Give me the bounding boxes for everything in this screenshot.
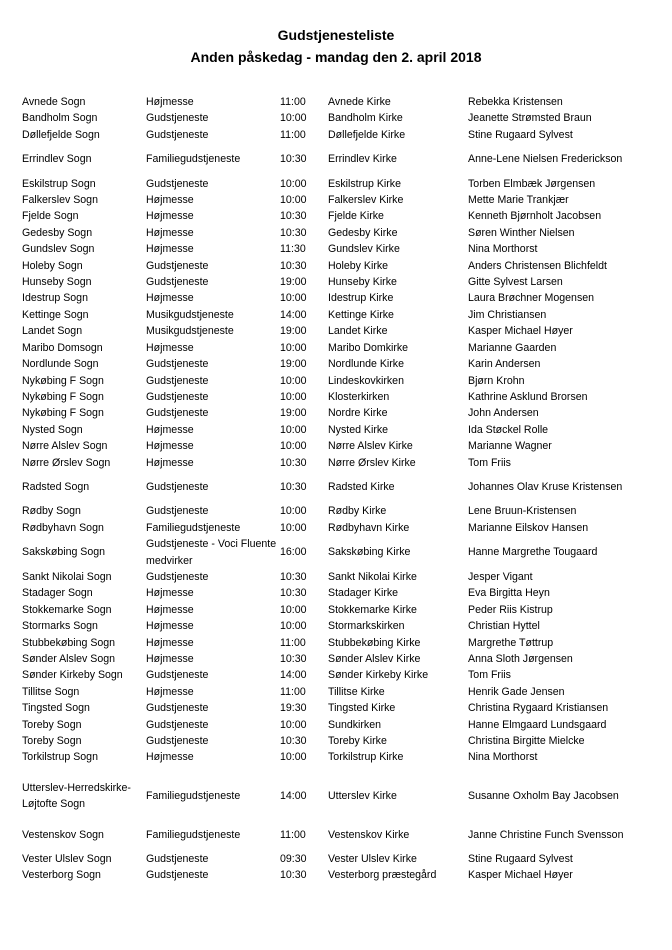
church-cell: Nørre Ørslev Kirke [328,456,416,469]
table-row [22,733,642,749]
service-type-cell: Gudstjeneste [146,259,209,272]
church-cell: Landet Kirke [328,325,388,338]
church-cell: Tingsted Kirke [328,702,396,715]
service-type-cell: Højmesse [146,243,194,256]
priest-cell: Peder Riis Kistrup [468,603,553,616]
service-type-cell: Gudstjeneste [146,718,209,731]
table-row [22,585,642,601]
priest-cell: Rebekka Kristensen [468,96,563,108]
service-type-cell: Gudstjeneste [146,853,209,866]
priest-cell: Torben Elmbæk Jørgensen [468,177,596,190]
time-cell: 10:00 [280,390,307,403]
time-cell: 10:00 [280,521,307,534]
church-cell: Maribo Domkirke [328,341,409,354]
service-type-cell: Gudstjeneste [146,358,209,371]
page-subtitle: Anden påskedag - mandag den 2. april 2018 [190,49,482,65]
church-cell: Radsted Kirke [328,480,395,493]
church-cell: Stokkemarke Kirke [328,603,417,616]
priest-cell: Anders Christensen Blichfeldt [468,259,607,272]
priest-cell: Tom Friis [468,456,511,469]
church-cell: Hunseby Kirke [328,276,397,289]
table-row [22,323,642,339]
service-type-cell: Familiegudstjeneste [146,828,241,841]
parish-cell: Nordlunde Sogn [22,358,99,371]
parish-cell: Tillitse Sogn [22,685,80,698]
table-row [22,471,642,495]
church-cell: Rødbyhavn Kirke [328,521,410,534]
priest-cell: Stine Rugaard Sylvest [468,128,573,141]
time-cell: 19:00 [280,325,307,338]
time-cell: 10:00 [280,374,307,387]
service-type-cell: Gudstjeneste [146,735,209,748]
table-row [22,700,642,716]
time-cell: 10:30 [280,153,307,166]
parish-cell: Nørre Alslev Sogn [22,440,108,453]
church-cell: Døllefjelde Kirke [328,128,406,141]
table-row [22,495,642,519]
time-cell: 11:00 [280,828,306,841]
church-cell: Tillitse Kirke [328,685,385,698]
parish-cell: Fjelde Sogn [22,210,79,223]
priest-cell: Eva Birgitta Heyn [468,587,550,600]
church-cell: Sakskøbing Kirke [328,546,411,559]
priest-cell: Henrik Gade Jensen [468,685,565,698]
service-type-cell: Gudstjeneste [146,505,209,518]
time-cell: 11:00 [280,685,306,698]
time-cell: 10:30 [280,587,307,600]
table-row [22,389,642,405]
parish-cell: Toreby Sogn [22,735,82,748]
table-row [22,405,642,421]
parish-cell: Døllefjelde Sogn [22,128,100,141]
church-cell: Eskilstrup Kirke [328,177,401,190]
service-type-cell: Familiegudstjeneste [146,790,241,803]
service-type-cell: Højmesse [146,653,194,665]
table-row [22,520,642,536]
parish-cell: Toreby Sogn [22,718,82,731]
church-cell: Holeby Kirke [328,259,389,272]
table-row [22,867,642,883]
parish-cell: Rødbyhavn Sogn [22,521,104,534]
title-block [0,24,672,68]
service-type-cell: Højmesse [146,685,194,698]
priest-cell: Stine Rugaard Sylvest [468,853,573,866]
priest-cell: Nina Morthorst [468,243,538,256]
time-cell: 19:00 [280,407,307,420]
time-cell: 10:00 [280,620,307,633]
service-type-cell: Højmesse [146,456,194,469]
time-cell: 10:30 [280,653,307,665]
priest-cell: Anna Sloth Jørgensen [468,653,573,665]
priest-cell: Marianne Wagner [468,440,552,453]
table-row [22,208,642,224]
church-cell: Lindeskovkirken [328,374,404,387]
service-type-cell: Højmesse [146,96,194,108]
priest-cell: Bjørn Krohn [468,374,525,387]
parish-cell: Nørre Ørslev Sogn [22,456,111,469]
church-cell: Nørre Alslev Kirke [328,440,413,453]
parish-cell: Nykøbing F Sogn [22,390,104,403]
priest-cell: Johannes Olav Kruse Kristensen [468,480,623,493]
time-cell: 19:30 [280,702,307,715]
priest-cell: Ida Støckel Rolle [468,423,549,436]
table-row [22,356,642,372]
time-cell: 11:00 [280,96,306,108]
table-row [22,274,642,290]
church-cell: Fjelde Kirke [328,210,384,223]
table-row [22,192,642,208]
parish-cell: Kettinge Sogn [22,308,89,321]
priest-cell: Margrethe Tøttrup [468,636,554,649]
church-cell: Sønder Alslev Kirke [328,653,421,665]
church-cell: Stubbekøbing Kirke [328,636,421,649]
service-type-cell: Højmesse [146,620,194,633]
service-type-cell: Musikgudstjeneste [146,308,234,321]
service-type-cell: Gudstjeneste [146,112,209,125]
table-row [22,813,642,843]
service-type-cell: Gudstjeneste [146,480,209,493]
table-row [22,843,642,867]
table-row [22,438,642,454]
table-row [22,422,642,438]
table-row [22,635,642,651]
parish-cell: Stormarks Sogn [22,620,98,633]
church-cell: Gedesby Kirke [328,226,398,239]
parish-cell: Vesterborg Sogn [22,869,101,882]
priest-cell: John Andersen [468,407,539,420]
parish-cell: Vester Ulslev Sogn [22,853,112,866]
service-type-cell: Højmesse [146,210,194,223]
page-title: Gudstjenesteliste [277,27,395,43]
parish-cell: Nysted Sogn [22,423,83,436]
time-cell: 10:30 [280,869,307,882]
parish-cell: Sakskøbing Sogn [22,546,106,559]
priest-cell: Karin Andersen [468,358,541,371]
service-type-cell: Højmesse [146,423,194,436]
time-cell: 10:00 [280,341,307,354]
table-row [22,766,642,813]
service-type-cell: Gudstjeneste [146,177,209,190]
time-cell: 14:00 [280,790,307,803]
service-type-cell: Højmesse [146,587,194,600]
service-type-cell: Gudstjeneste [146,128,209,141]
service-type-cell: Højmesse [146,440,194,453]
priest-cell: Tom Friis [468,669,511,682]
table-row [22,241,642,257]
church-cell: Falkerslev Kirke [328,194,404,207]
service-type-cell: Musikgudstjeneste [146,325,234,338]
priest-cell: Hanne Margrethe Tougaard [468,546,598,559]
table-row [22,455,642,471]
service-type-cell: Gudstjeneste [146,669,209,682]
table-row [22,143,642,167]
priest-cell: Janne Christine Funch Svensson [468,828,624,841]
service-type-cell: Gudstjeneste [146,570,209,583]
table-row [22,749,642,765]
parish-cell: Nykøbing F Sogn [22,407,104,420]
time-cell: 10:00 [280,423,307,436]
time-cell: 10:00 [280,440,307,453]
time-cell: 16:00 [280,546,307,559]
priest-cell: Susanne Oxholm Bay Jacobsen [468,790,619,803]
table-row [22,569,642,585]
time-cell: 11:00 [280,636,306,649]
priest-cell: Marianne Gaarden [468,341,557,354]
parish-cell: Avnede Sogn [22,96,86,108]
service-type-cell: Gudstjeneste [146,869,209,882]
priest-cell: Christina Rygaard Kristiansen [468,702,609,715]
priest-cell: Anne-Lene Nielsen Frederickson [468,153,623,166]
church-cell: Utterslev Kirke [328,790,397,803]
parish-cell: Rødby Sogn [22,505,81,518]
service-type-cell: Gudstjeneste [146,276,209,289]
parish-cell: Gundslev Sogn [22,243,95,256]
service-table-body [22,94,642,884]
priest-cell: Jesper Vigant [468,570,533,583]
time-cell: 10:00 [280,112,307,125]
table-row [22,684,642,700]
priest-cell: Kasper Michael Høyer [468,869,573,882]
service-type-cell: Højmesse [146,194,194,207]
time-cell: 10:30 [280,210,307,223]
time-cell: 10:00 [280,194,307,207]
parish-cell: Tingsted Sogn [22,702,90,715]
service-type-cell: Højmesse [146,603,194,616]
parish-cell: Gedesby Sogn [22,226,93,239]
time-cell: 10:00 [280,292,307,305]
table-row [22,127,642,143]
parish-cell: Falkerslev Sogn [22,194,98,207]
church-cell: Stormarkskirken [328,620,405,633]
parish-cell: Idestrup Sogn [22,292,88,305]
service-type-cell: Højmesse [146,341,194,354]
table-row [22,307,642,323]
priest-cell: Mette Marie Trankjær [468,194,569,207]
table-row [22,340,642,356]
table-row [22,94,642,110]
church-cell: Kettinge Kirke [328,308,394,321]
priest-cell: Jeanette Strømsted Braun [468,112,592,125]
time-cell: 11:30 [280,243,306,256]
table-row [22,536,642,569]
parish-cell: Stadager Sogn [22,587,93,600]
parish-cell: Sønder Alslev Sogn [22,653,116,665]
parish-cell: Stokkemarke Sogn [22,603,112,616]
parish-cell: Maribo Domsogn [22,341,103,354]
service-type-cell: Gudstjeneste [146,702,209,715]
table-row [22,618,642,634]
time-cell: 10:30 [280,226,307,239]
time-cell: 10:30 [280,735,307,748]
service-type-cell: Højmesse [146,751,194,764]
service-type-cell: Familiegudstjeneste [146,153,241,166]
church-cell: Rødby Kirke [328,505,387,518]
table-row [22,602,642,618]
parish-cell: Errindlev Sogn [22,153,92,166]
parish-cell: Sankt Nikolai Sogn [22,570,112,583]
parish-cell: Stubbekøbing Sogn [22,636,116,649]
time-cell: 10:30 [280,480,307,493]
priest-cell: Lene Bruun-Kristensen [468,505,577,518]
time-cell: 10:00 [280,603,307,616]
service-type-cell: Gudstjeneste [146,390,209,403]
time-cell: 10:30 [280,570,307,583]
service-type-cell: Gudstjeneste [146,374,209,387]
priest-cell: Kenneth Bjørnholt Jacobsen [468,210,602,223]
time-cell: 19:00 [280,276,307,289]
table-row [22,717,642,733]
time-cell: 09:30 [280,853,307,866]
time-cell: 11:00 [280,128,306,141]
service-type-cell: Højmesse [146,292,194,305]
parish-cell: Vestenskov Sogn [22,828,104,841]
church-cell: Nysted Kirke [328,423,389,436]
parish-cell: Holeby Sogn [22,259,83,272]
parish-cell: Eskilstrup Sogn [22,177,96,190]
table-row [22,110,642,126]
time-cell: 10:30 [280,456,307,469]
service-type-cell: Højmesse [146,636,194,649]
time-cell: 10:00 [280,505,307,518]
time-cell: 19:00 [280,358,307,371]
parish-cell: Nykøbing F Sogn [22,374,104,387]
priest-cell: Kathrine Asklund Brorsen [468,390,588,403]
time-cell: 10:00 [280,718,307,731]
priest-cell: Nina Morthorst [468,751,538,764]
parish-cell: Hunseby Sogn [22,276,92,289]
church-cell: Vester Ulslev Kirke [328,853,417,866]
church-cell: Vesterborg præstegård [328,869,437,882]
church-cell: Sankt Nikolai Kirke [328,570,417,583]
time-cell: 10:30 [280,259,307,272]
priest-cell: Søren Winther Nielsen [468,226,575,239]
church-cell: Klosterkirken [328,390,390,403]
church-cell: Avnede Kirke [328,96,391,108]
priest-cell: Christian Hyttel [468,620,540,633]
time-cell: 10:00 [280,751,307,764]
parish-cell: Sønder Kirkeby Sogn [22,669,123,682]
table-row [22,290,642,306]
church-cell: Vestenskov Kirke [328,828,410,841]
table-row [22,225,642,241]
service-type-cell: Familiegudstjeneste [146,521,241,534]
church-cell: Errindlev Kirke [328,153,397,166]
church-cell: Sundkirken [328,718,381,731]
time-cell: 14:00 [280,308,307,321]
service-table [22,94,642,884]
priest-cell: Kasper Michael Høyer [468,325,573,338]
table-row [22,373,642,389]
service-type-cell: Gudstjeneste [146,407,209,420]
church-cell: Torkilstrup Kirke [328,751,404,764]
priest-cell: Marianne Eilskov Hansen [468,521,589,534]
church-cell: Nordlunde Kirke [328,358,404,371]
time-cell: 14:00 [280,669,307,682]
parish-cell: Radsted Sogn [22,480,90,493]
church-cell: Bandholm Kirke [328,112,403,125]
service-type-cell: Højmesse [146,226,194,239]
parish-cell: Landet Sogn [22,325,83,338]
table-row [22,667,642,683]
church-cell: Sønder Kirkeby Kirke [328,669,429,682]
service-type-cell: Gudstjeneste - Voci Fluente medvirker [146,538,277,567]
priest-cell: Gitte Sylvest Larsen [468,276,563,289]
church-cell: Stadager Kirke [328,587,399,600]
church-cell: Toreby Kirke [328,735,387,748]
table-row [22,258,642,274]
table-row [22,168,642,192]
priest-cell: Jim Christiansen [468,308,547,321]
priest-cell: Christina Birgitte Mielcke [468,735,585,748]
church-cell: Gundslev Kirke [328,243,400,256]
parish-cell: Bandholm Sogn [22,112,98,125]
parish-cell: Utterslev-Herredskirke-Løjtofte Sogn [22,781,131,811]
table-row [22,651,642,667]
church-cell: Idestrup Kirke [328,292,394,305]
priest-cell: Hanne Elmgaard Lundsgaard [468,718,607,731]
church-cell: Nordre Kirke [328,407,388,420]
parish-cell: Torkilstrup Sogn [22,751,98,764]
priest-cell: Laura Brøchner Mogensen [468,292,595,305]
time-cell: 10:00 [280,177,307,190]
